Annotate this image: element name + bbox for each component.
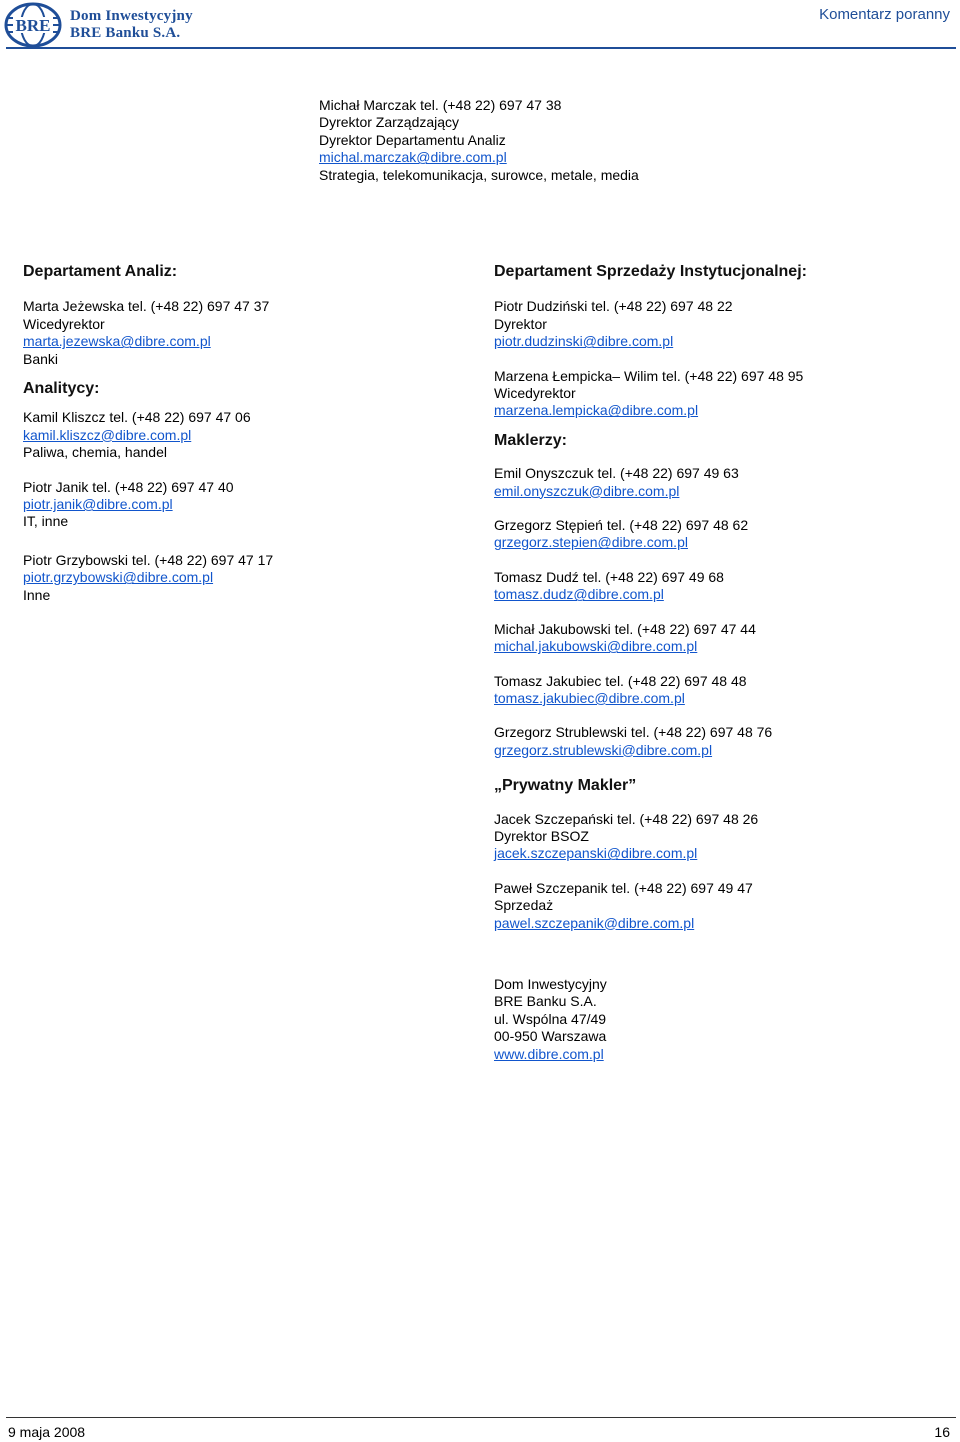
sales-department <box>494 263 807 932</box>
broker-name-phone: Grzegorz Stępień tel. (+48 22) 697 48 62 <box>494 517 749 534</box>
logo-text-line2: BRE Banku S.A. <box>70 25 181 41</box>
svg-text:BRE: BRE <box>15 16 51 35</box>
director-role-1: Dyrektor Zarządzający <box>319 114 460 131</box>
broker-email-link[interactable]: michal.jakubowski@dibre.com.pl <box>494 638 698 655</box>
header-divider <box>6 47 956 49</box>
website-link[interactable]: www.dibre.com.pl <box>494 1045 604 1062</box>
sales-director-role: Dyrektor <box>494 315 547 332</box>
analyst-name-phone: Piotr Grzybowski tel. (+48 22) 697 47 17 <box>23 551 274 568</box>
analyst-email-link[interactable]: piotr.janik@dibre.com.pl <box>23 496 173 513</box>
director-role-2: Dyrektor Departamentu Analiz <box>319 131 506 148</box>
sales-deputy-email-link[interactable]: marzena.lempicka@dibre.com.pl <box>494 402 699 419</box>
document-title: Komentarz poranny <box>819 6 950 23</box>
sales-director-name-phone: Piotr Dudziński tel. (+48 22) 697 48 22 <box>494 298 733 315</box>
private-name-phone: Jacek Szczepański tel. (+48 22) 697 48 26 <box>494 810 759 827</box>
broker-entry <box>494 621 807 656</box>
footer-date: 9 maja 2008 <box>8 1424 86 1440</box>
private-role: Sprzedaż <box>494 897 554 914</box>
address-line-3: ul. Wspólna 47/49 <box>494 1010 607 1027</box>
sales-deputy-role: Wicedyrektor <box>494 385 576 402</box>
deputy-role: Wicedyrektor <box>23 315 105 332</box>
address-line-4: 00-950 Warszawa <box>494 1028 607 1045</box>
private-email-link[interactable]: pawel.szczepanik@dibre.com.pl <box>494 914 695 931</box>
broker-email-link[interactable]: tomasz.dudz@dibre.com.pl <box>494 586 664 603</box>
broker-name-phone: Grzegorz Strublewski tel. (+48 22) 697 48 76 <box>494 724 773 741</box>
director-email-link[interactable]: michal.marczak@dibre.com.pl <box>319 149 507 166</box>
analyst-entry <box>23 552 273 604</box>
private-broker-heading: „Prywatny Makler” <box>494 777 637 795</box>
broker-name-phone: Tomasz Jakubiec tel. (+48 22) 697 48 48 <box>494 672 747 689</box>
sales-deputy-name-phone: Marzena Łempicka– Wilim tel. (+48 22) 697 48 95 <box>494 367 804 384</box>
broker-email-link[interactable]: emil.onyszczuk@dibre.com.pl <box>494 482 680 499</box>
broker-email-link[interactable]: tomasz.jakubiec@dibre.com.pl <box>494 689 685 706</box>
sales-director-email-link[interactable]: piotr.dudzinski@dibre.com.pl <box>494 333 674 350</box>
broker-entry <box>494 673 807 708</box>
page-number: 16 <box>934 1424 950 1440</box>
private-email-link[interactable]: jacek.szczepanski@dibre.com.pl <box>494 845 698 862</box>
analyst-sector: Inne <box>23 586 51 603</box>
director-sectors: Strategia, telekomunikacja, surowce, metale, media <box>319 166 639 183</box>
analyst-name-phone: Piotr Janik tel. (+48 22) 697 47 40 <box>23 478 234 495</box>
footer-divider <box>6 1417 956 1418</box>
deputy-email-link[interactable]: marta.jezewska@dibre.com.pl <box>23 333 211 350</box>
analyst-entry <box>23 479 273 531</box>
broker-name-phone: Michał Jakubowski tel. (+48 22) 697 47 44 <box>494 620 756 637</box>
analyst-email-link[interactable]: piotr.grzybowski@dibre.com.pl <box>23 569 214 586</box>
deputy-sector: Banki <box>23 350 59 367</box>
analyst-sector: IT, inne <box>23 513 69 530</box>
address-line-2: BRE Banku S.A. <box>494 993 597 1010</box>
analyst-email-link[interactable]: kamil.kliszcz@dibre.com.pl <box>23 426 192 443</box>
bre-globe-icon <box>4 2 62 48</box>
analysis-department <box>23 263 273 604</box>
managing-director-contact <box>319 97 639 184</box>
broker-entry <box>494 724 807 759</box>
private-role: Dyrektor BSOZ <box>494 827 589 844</box>
broker-name-phone: Tomasz Dudź tel. (+48 22) 697 49 68 <box>494 568 724 585</box>
analysis-dept-heading: Departament Analiz: <box>23 263 178 280</box>
broker-name-phone: Emil Onyszczuk tel. (+48 22) 697 49 63 <box>494 465 739 482</box>
bre-logo <box>4 2 193 48</box>
logo-text-line1: Dom Inwestycyjny <box>70 8 193 24</box>
director-name-phone: Michał Marczak tel. (+48 22) 697 47 38 <box>319 97 562 113</box>
private-broker-entry <box>494 811 807 863</box>
company-address <box>494 976 607 1063</box>
page-header <box>0 0 960 48</box>
broker-entry <box>494 465 807 500</box>
broker-entry <box>494 569 807 604</box>
broker-email-link[interactable]: grzegorz.stepien@dibre.com.pl <box>494 534 688 551</box>
analyst-entry <box>23 409 273 461</box>
analyst-name-phone: Kamil Kliszcz tel. (+48 22) 697 47 06 <box>23 409 251 426</box>
brokers-heading: Maklerzy: <box>494 431 567 449</box>
analysts-heading: Analitycy: <box>23 380 100 398</box>
sales-dept-heading: Departament Sprzedaży Instytucjonalnej: <box>494 263 807 280</box>
analyst-sector: Paliwa, chemia, handel <box>23 444 167 461</box>
broker-entry <box>494 517 807 552</box>
private-broker-entry <box>494 880 807 932</box>
private-name-phone: Paweł Szczepanik tel. (+48 22) 697 49 47 <box>494 879 753 896</box>
deputy-name-phone: Marta Jeżewska tel. (+48 22) 697 47 37 <box>23 298 270 315</box>
address-line-1: Dom Inwestycyjny <box>494 976 607 992</box>
broker-email-link[interactable]: grzegorz.strublewski@dibre.com.pl <box>494 741 713 758</box>
